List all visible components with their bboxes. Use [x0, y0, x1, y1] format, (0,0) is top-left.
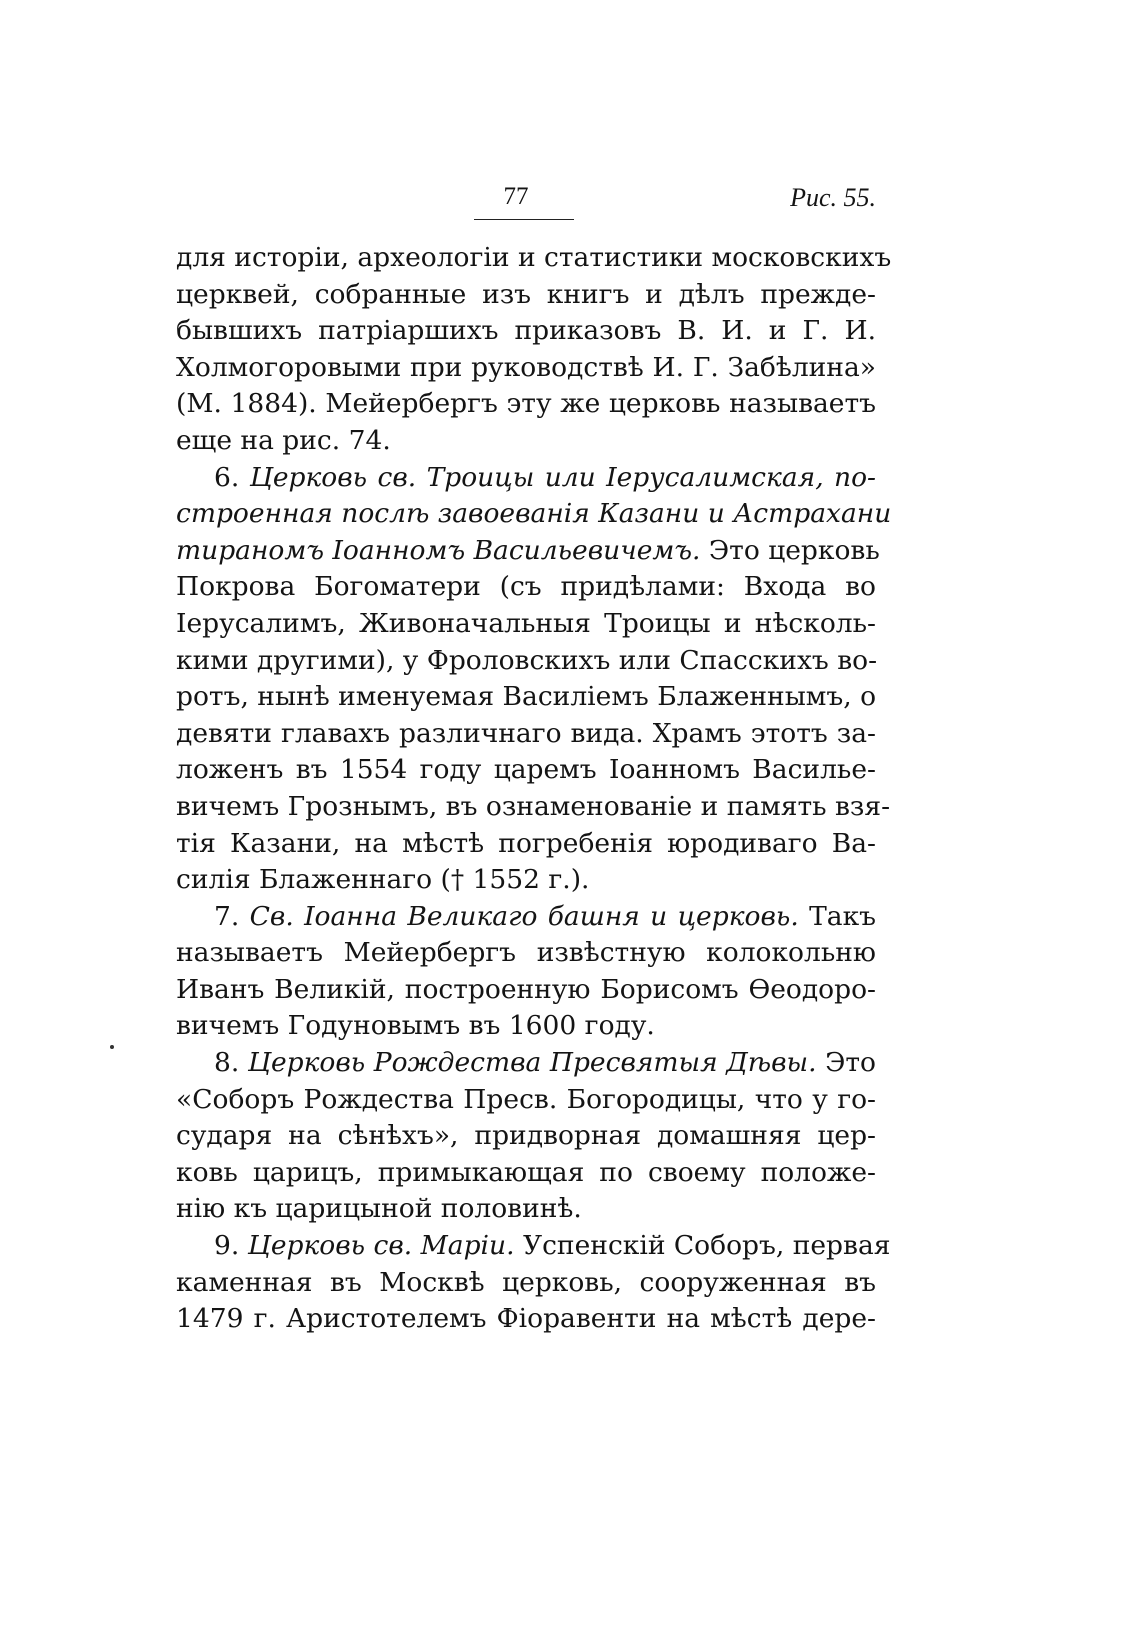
text-line	[176, 460, 876, 497]
text-segment: Это	[816, 1047, 876, 1079]
text-line: ложенъ въ 1554 году царемъ Іоанномъ Василье-	[176, 754, 876, 786]
text-line: ротъ, нынѣ именуемая Василіемъ Блаженнымъ, о	[176, 681, 877, 713]
print-speck	[110, 1045, 114, 1049]
text-line: нію къ царицыной половинѣ.	[176, 1193, 582, 1225]
text-line: вичемъ Грознымъ, въ ознаменованіе и память взя-	[176, 790, 891, 822]
page-number: 77	[503, 183, 529, 210]
italic-heading-segment: строенная послѣ завоеванія Казани и Астрахани	[176, 498, 892, 530]
text-line	[176, 496, 892, 533]
italic-heading-segment: тираномъ Іоанномъ Васильевичемъ.	[176, 534, 701, 566]
text-line: бывшихъ патріаршихъ приказовъ В. И. и Г. И.	[176, 315, 876, 347]
text-line: сударя на сѣнѣхъ», придворная домашняя цер-	[176, 1120, 876, 1152]
text-line: кими другими), у Фроловскихъ или Спасскихъ во-	[176, 644, 878, 676]
text-line	[176, 1045, 876, 1082]
text-line: Холмогоровыми при руководствѣ И. Г. Забѣлина»	[176, 351, 876, 383]
text-line: для исторіи, археологіи и статистики московскихъ	[176, 242, 892, 273]
text-segment: 7.	[214, 900, 250, 932]
italic-heading-segment: Св. Іоанна Великаго башня и церковь.	[249, 900, 799, 932]
text-line: называетъ Мейербергъ извѣстную колокольню	[176, 937, 876, 969]
italic-heading-segment: Церковь св. Троицы или Іерусалимская, по-	[249, 461, 876, 493]
page-number-rule	[474, 219, 574, 220]
text-line: Иванъ Великій, построенную Борисомъ Ѳеодоро-	[176, 973, 876, 1005]
text-line	[176, 899, 876, 936]
text-line: силія Блаженнаго († 1552 г.).	[176, 864, 590, 896]
text-segment: Это церковь	[700, 534, 880, 566]
text-line	[176, 533, 880, 570]
italic-heading-segment: Церковь Рождества Пресвятыя Дѣвы.	[247, 1047, 817, 1079]
text-segment: Такъ	[798, 900, 876, 932]
text-line: еще на рис. 74.	[176, 424, 391, 456]
figure-reference: Рис. 55.	[790, 183, 876, 212]
page-header	[176, 183, 876, 223]
text-segment: 9.	[214, 1230, 248, 1262]
text-line: «Соборъ Рождества Пресв. Богородицы, что у го-	[176, 1083, 876, 1115]
text-line: ковь царицъ, примыкающая по своему положе-	[176, 1156, 876, 1188]
text-line: (М. 1884). Мейербергъ эту же церковь называетъ	[176, 388, 876, 420]
text-line: девяти главахъ различнаго вида. Храмъ этотъ за-	[176, 717, 876, 749]
text-line: Покрова Богоматери (съ придѣлами: Входа во	[176, 571, 876, 603]
text-line: Іерусалимъ, Живоначальныя Троицы и нѣсколь-	[176, 607, 876, 639]
text-line: тія Казани, на мѣстѣ погребенія юродиваго Ва-	[176, 827, 876, 859]
text-segment: 8.	[214, 1047, 248, 1079]
text-line: 1479 г. Аристотелемъ Фіоравенти на мѣстѣ дере-	[176, 1303, 876, 1335]
text-line: церквей, собранные изъ книгъ и дѣлъ прежде-	[176, 278, 876, 310]
italic-heading-segment: Церковь св. Маріи.	[247, 1230, 515, 1262]
text-line: вичемъ Годуновымъ въ 1600 году.	[176, 1010, 655, 1042]
text-line: каменная въ Москвѣ церковь, сооруженная въ	[176, 1266, 876, 1298]
text-segment: 6.	[214, 461, 250, 493]
text-line	[176, 1228, 891, 1265]
text-segment: Успенскій Соборъ, первая	[514, 1230, 891, 1262]
body-text	[176, 240, 892, 1338]
